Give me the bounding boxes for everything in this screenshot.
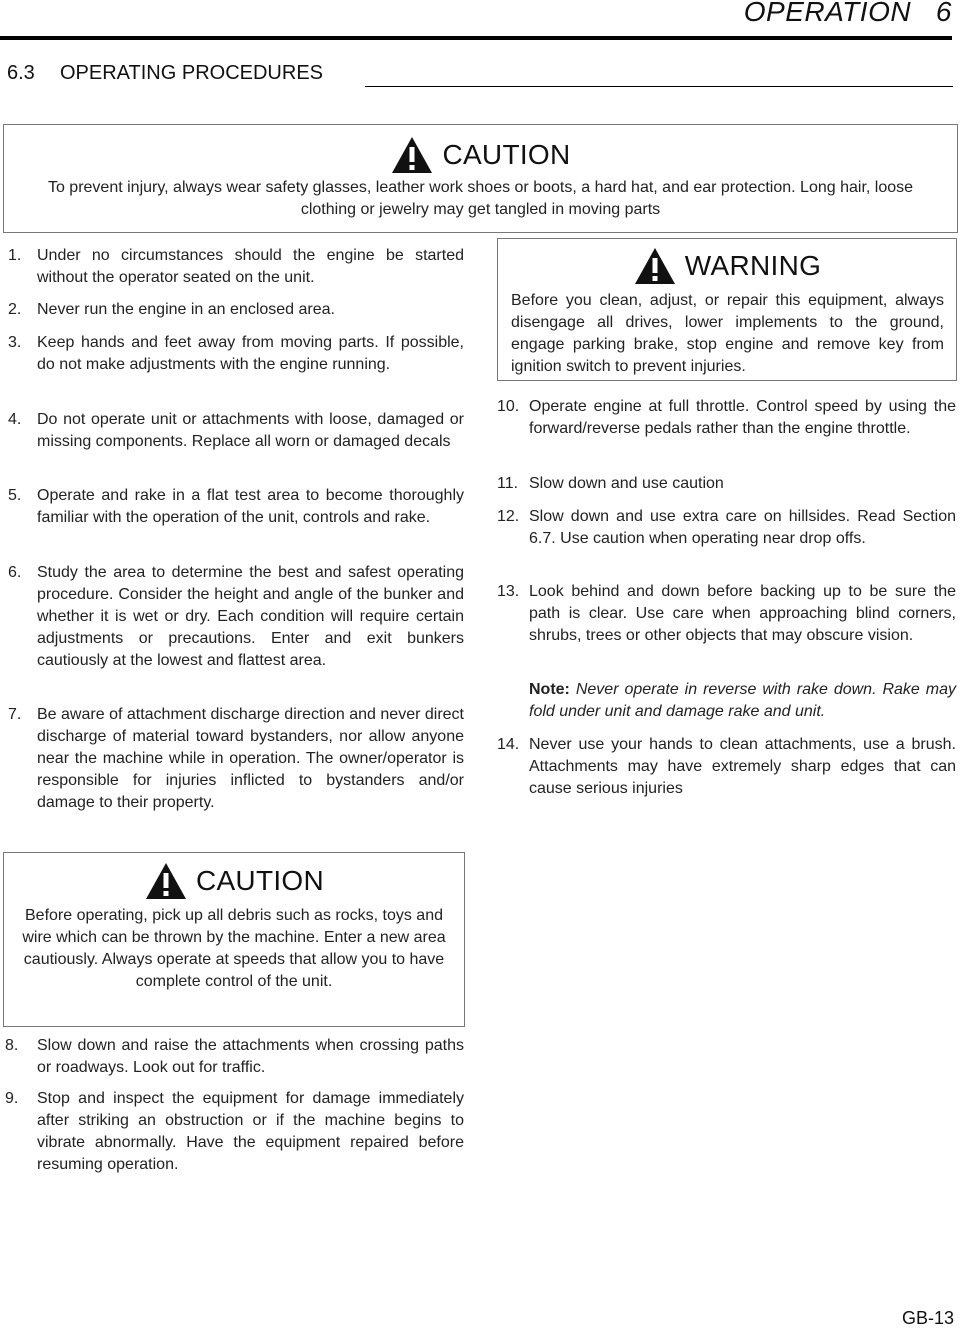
warning-title: WARNING xyxy=(684,250,822,281)
caution-text: To prevent injury, always wear safety glasses, leather work shoes or boots, a hard hat, and ear protection. Long hair, loose clothing or jewelry may get tangled in moving parts xyxy=(47,179,914,218)
caution-box-bottom xyxy=(3,852,465,1027)
warning-triangle-icon xyxy=(390,135,434,175)
warning-header xyxy=(498,244,956,288)
note-label: Note: xyxy=(529,681,570,698)
warning-text: Before you clean, adjust, or repair this equipment, always disengage all drives, lower implements to the ground, engage parking brake, stop engine and remove key from ignition switch to prevent injuries. xyxy=(511,292,944,375)
caution-header xyxy=(4,133,957,177)
header-title xyxy=(744,0,952,28)
chapter-title: OPERATION xyxy=(743,0,912,27)
caution-box-top xyxy=(3,124,958,233)
note-text: Never operate in reverse with rake down. Rake may fold under unit and damage rake and unit. xyxy=(529,681,956,720)
chapter-number: 6 xyxy=(935,0,952,27)
caution-header xyxy=(4,859,464,903)
caution-text: Before operating, pick up all debris such as rocks, toys and wire which can be thrown by the machine. Enter a new area cautiously. Always operate at speeds that allow you to have complete control of the unit. xyxy=(22,907,446,990)
warning-box xyxy=(497,238,957,381)
section-heading xyxy=(7,62,953,90)
page-header xyxy=(0,0,952,40)
section-number: 6.3 xyxy=(7,62,35,84)
caution-title: CAUTION xyxy=(442,139,571,170)
caution-title: CAUTION xyxy=(195,865,325,896)
warning-triangle-icon xyxy=(144,861,188,901)
section-title: OPERATING PROCEDURES xyxy=(60,62,323,84)
warning-triangle-icon xyxy=(633,246,677,286)
section-rule xyxy=(365,86,953,87)
page-number: GB-13 xyxy=(901,1308,954,1328)
